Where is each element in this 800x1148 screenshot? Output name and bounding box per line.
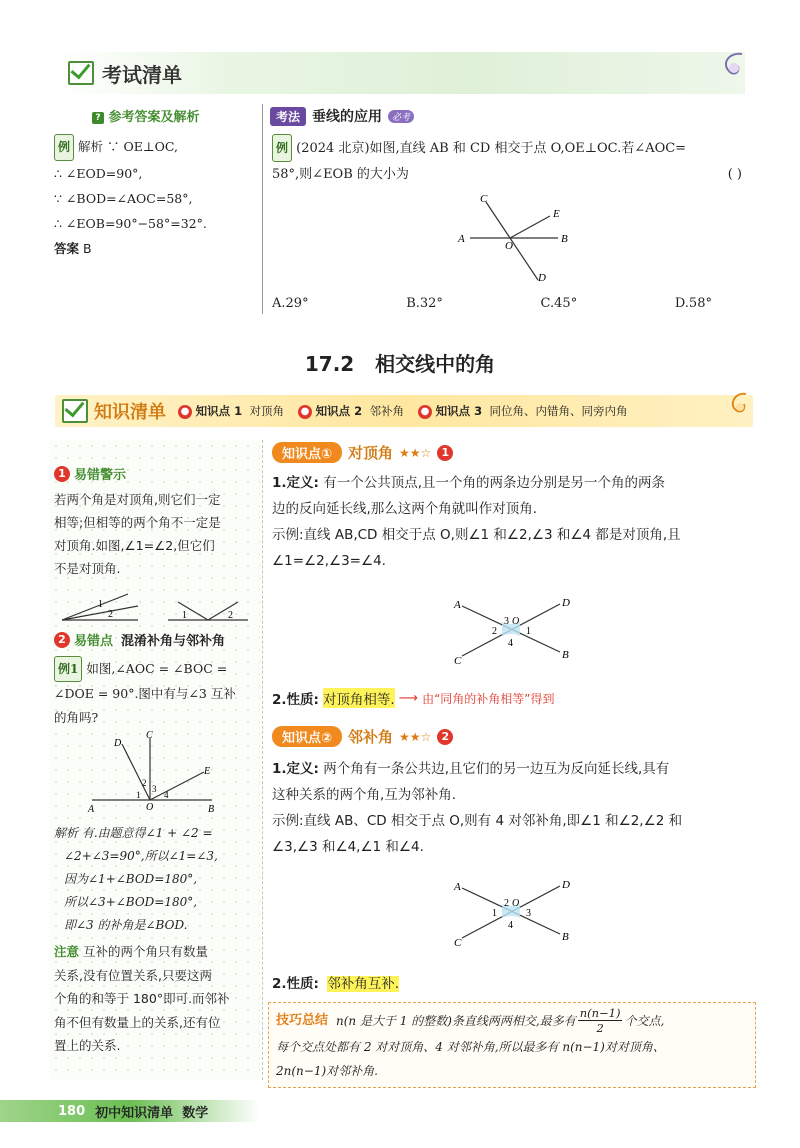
exam-question-line-1: 例 (2024 北京)如图,直线 AB 和 CD 相交于点 O,OE⊥OC.若∠AOC= <box>272 134 752 162</box>
knowledge-header <box>62 398 627 424</box>
svg-text:O: O <box>512 898 520 909</box>
ref-answer: 答案 B <box>54 241 92 256</box>
kp-nav-2[interactable]: ● 知识点 2 邻补角 <box>298 403 404 419</box>
svg-text:1: 1 <box>182 610 187 621</box>
warn-heading: 1 易错警示 <box>54 464 126 483</box>
svg-text:B: B <box>208 804 215 815</box>
top-header-title: 考试清单 <box>102 62 182 87</box>
fig-label-e: E <box>553 208 560 220</box>
warn-text: 若两个角是对顶角,则它们一定 相等;但相等的两个角不一定是 对顶角.如图,∠1=∠2,但它们 不是对顶角. <box>54 492 221 576</box>
svg-text:4: 4 <box>164 790 169 800</box>
svg-text:C: C <box>454 655 462 666</box>
fig-label-c: C <box>480 193 488 205</box>
fraction: n(n−1) 2 <box>579 1006 621 1035</box>
knowledge-header-title: 知识清单 <box>94 402 166 423</box>
tip-content: 技巧总结 n(n 是大于 1 的整数)条直线两两相交,最多有 n(n−1) 2 个交点, 每个交点处都有 2 对对顶角、4 对邻补角,所以最多有 n(n−1)对对顶角、 2n(n−1)对邻补角. <box>276 1006 665 1078</box>
svg-text:4: 4 <box>508 920 513 931</box>
swirl-icon <box>722 390 752 424</box>
check-icon <box>62 399 88 423</box>
top-header <box>68 58 182 88</box>
svg-text:B: B <box>562 649 569 661</box>
arrow-icon: ⟶ <box>398 690 419 706</box>
svg-text:2: 2 <box>108 609 113 620</box>
answer-blank[interactable]: ( ) <box>727 167 742 182</box>
svg-text:O: O <box>512 616 520 627</box>
svg-text:3: 3 <box>152 784 157 794</box>
exam-point-header <box>270 106 414 126</box>
tip-label: 技巧总结 <box>276 1012 329 1028</box>
mistake-figure <box>82 730 222 818</box>
svg-text:E: E <box>204 766 211 777</box>
ref-line-4: ∴ ∠EOB=90°−58°=32°. <box>54 216 207 231</box>
ref-line-3: ∵ ∠BOD=∠AOC=58°, <box>54 191 193 206</box>
svg-text:1: 1 <box>136 790 141 800</box>
kp2-header: 知识点② 邻补角 ★★☆ 2 <box>272 726 453 747</box>
note-block: 注意 互补的两个角只有数量 关系,没有位置关系,只要这两 个角的和等于 180°即可.而邻补 角不但有数量上的关系,还有位 置上的关系. <box>54 944 230 1053</box>
exam-point-title: 垂线的应用 <box>312 109 383 125</box>
sidebar-divider <box>262 440 264 1080</box>
exam-figure <box>450 192 580 284</box>
note-label: 注意 <box>54 944 80 959</box>
ref-answer-body <box>54 134 254 261</box>
page-number: 180 <box>58 1104 86 1119</box>
check-icon <box>68 61 94 85</box>
svg-text:B: B <box>562 931 569 943</box>
fig-label-b: B <box>561 233 568 245</box>
ref-answer-heading: ? 参考答案及解析 <box>92 106 200 125</box>
mistake-example: 例1 如图,∠AOC = ∠BOC = ∠DOE = 90°.图中有与∠3 互补 的角吗? <box>54 656 259 730</box>
mistake-analysis: 解析 有.由题意得∠1 + ∠2 = ∠2+∠3=90°,所以∠1=∠3, 因为∠1+∠BOD=180°, 所以∠3+∠BOD=180°, 即∠3 的补角是∠BOD. <box>54 826 218 932</box>
svg-text:2: 2 <box>504 898 509 909</box>
footer <box>58 1102 208 1121</box>
kp2-figure <box>450 876 580 948</box>
kp1-body: 1.定义: 有一个公共顶点,且一个角的两条边分别是另一个角的两条 边的反向延长线,那么这两个角就叫作对顶角. 示例:直线 AB,CD 相交于点 O,则∠1 和∠2,∠3 和∠4 都是对顶角,且 ∠1=∠2,∠3=∠4. <box>272 475 681 569</box>
svg-text:2: 2 <box>142 778 147 788</box>
fig-label-d: D <box>538 272 546 284</box>
exam-question <box>272 134 752 188</box>
kp1-property: 2.性质: 对顶角相等. ⟶ 由“同角的补角相等”得到 <box>272 690 555 708</box>
exam-options <box>272 296 712 311</box>
warn-figure <box>58 590 258 626</box>
svg-text:C: C <box>454 937 462 948</box>
fig-label-a: A <box>458 233 465 245</box>
swirl-icon <box>712 48 748 88</box>
svg-text:C: C <box>146 730 153 741</box>
kp2-property: 2.性质: 邻补角互补. <box>272 976 400 992</box>
svg-text:D: D <box>114 738 122 749</box>
svg-text:D: D <box>562 879 570 891</box>
kp2-title: 邻补角 <box>348 728 394 746</box>
section-title: 17.2 相交线中的角 <box>304 352 496 376</box>
svg-text:3: 3 <box>526 908 531 919</box>
kp1-figure <box>450 594 580 666</box>
svg-text:2: 2 <box>492 626 497 637</box>
exam-point-badge: 必考 <box>388 110 414 123</box>
kp1-header: 知识点① 对顶角 ★★☆ 1 <box>272 442 453 463</box>
svg-text:3: 3 <box>504 616 509 627</box>
option-b[interactable]: B.32° <box>406 296 443 311</box>
ref-line-1: 例 解析 ∵ OE⊥OC, <box>54 134 254 161</box>
svg-text:A: A <box>454 599 461 611</box>
vertical-divider <box>262 104 263 314</box>
svg-text:1: 1 <box>98 599 103 610</box>
ref-line-2: ∴ ∠EOD=90°, <box>54 166 143 181</box>
option-a[interactable]: A.29° <box>272 296 309 311</box>
kp1-pill: 知识点① <box>272 442 342 463</box>
kp2-body: 1.定义: 两个角有一条公共边,且它们的另一边互为反向延长线,具有 这种关系的两个角,互为邻补角. 示例:直线 AB、CD 相交于点 O,则有 4 对邻补角,即∠1 和∠2,∠2 和 ∠3,∠3 和∠4,∠1 和∠4. <box>272 761 683 855</box>
svg-text:4: 4 <box>508 638 513 649</box>
key-icon: ? <box>92 112 104 124</box>
kp1-title: 对顶角 <box>348 444 394 462</box>
footer-text: 初中知识清单 数学 <box>95 1106 209 1121</box>
svg-text:2: 2 <box>228 610 233 621</box>
kp2-pill: 知识点② <box>272 726 342 747</box>
svg-text:1: 1 <box>526 626 531 637</box>
kp-nav-3[interactable]: ● 知识点 3 同位角、内错角、同旁内角 <box>418 403 627 419</box>
kp-nav-1[interactable]: ● 知识点 1 对顶角 <box>178 403 284 419</box>
svg-text:D: D <box>562 597 570 609</box>
option-d[interactable]: D.58° <box>674 296 712 311</box>
mistake-heading: 2 易错点 混淆补角与邻补角 <box>54 630 225 649</box>
svg-text:O: O <box>146 802 154 813</box>
fig-label-o: O <box>505 240 513 252</box>
exam-point-label: 考法 <box>270 107 306 126</box>
option-c[interactable]: C.45° <box>540 296 578 311</box>
svg-text:1: 1 <box>492 908 497 919</box>
exam-question-line-2: 58°,则∠EOB 的大小为 ( ) <box>272 162 742 188</box>
svg-text:A: A <box>454 881 461 893</box>
svg-text:A: A <box>88 804 95 815</box>
